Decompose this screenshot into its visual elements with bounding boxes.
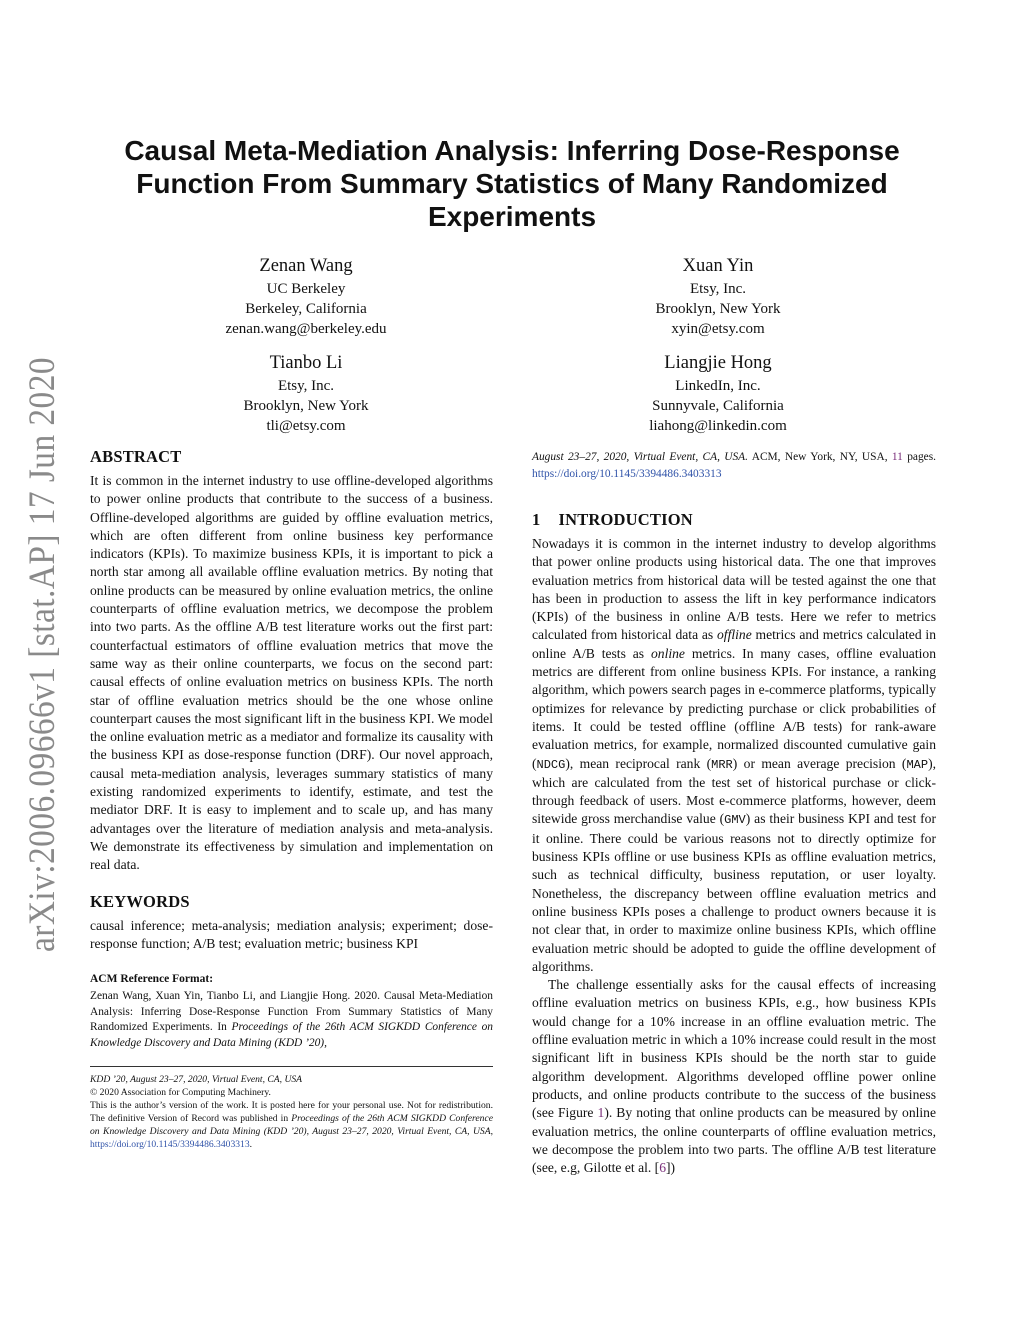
introduction-heading <box>532 509 936 531</box>
author-location: Berkeley, California <box>245 301 367 317</box>
footnote-doi-link[interactable]: https://doi.org/10.1145/3394486.3403313 <box>90 1138 250 1150</box>
author-block <box>568 254 868 339</box>
author-name: Liangjie Hong <box>664 353 772 373</box>
intro-paragraph-2 <box>532 976 936 1177</box>
abstract-text: It is common in the internet industry to use offline-developed algorithms to power online products that contribute to the success of a business. Offline-developed algorithms are guided by offline evaluation metrics, which are often different from online business key performance indicators (KPIs). To maximize business KPIs, it is important to pick a north star among all available offline evaluation metrics. By noting that online products can be measured by online evaluation metrics, the online counterparts of offline evaluation metrics, we decompose the problem into two parts. As the offline A/B test literature works out the first part: counterfactual estimators of offline evaluation metrics that move the same way as their online counterparts, we focus on the second part: causal effects of online evaluation metrics on business KPIs. The north star of offline evaluation metrics should be the one whose online counterpart causes the most significant lift in the business KPI. We model the online evaluation metric as a mediator and formalize its causality with the business KPI as dose-response function (DRF). Our novel approach, causal meta-mediation analysis, leverages summary statistics of many existing randomized experiments to identify, estimate, and test the mediator DRF. It is easy to implement and to scale up, and has many advantages over the literature of mediation analysis and meta-analysis. We demonstrate its effectiveness by simulation and implementation on real data. <box>90 473 493 873</box>
text-run: ) or mean average precision ( <box>732 755 907 771</box>
metric-code: NDCG <box>536 757 566 772</box>
footnote-copyright: © 2020 Association for Computing Machinery. <box>90 1086 271 1098</box>
author-email[interactable]: liahong@linkedin.com <box>649 418 787 434</box>
copyright-footnote <box>90 1073 493 1152</box>
acm-reference-pages-word: pages. <box>902 451 937 463</box>
text-run: ), mean reciprocal rank ( <box>565 755 712 771</box>
intro-paragraph-1 <box>532 535 936 976</box>
acm-reference-venue: Proceedings of the 26th ACM SIGKDD Conference on Knowledge Discovery and Data Mining (KDD ’20), <box>90 1021 493 1049</box>
arxiv-stamp-text: arXiv:2006.09666v1 [stat.AP] 17 Jun 2020 <box>22 355 63 952</box>
keywords-text: causal inference; meta-analysis; mediation analysis; experiment; dose-response function; A/B test; evaluation metric; business KPI <box>90 917 493 951</box>
section-number: 1 <box>532 510 541 529</box>
text-run: online <box>650 645 685 661</box>
text-run: ]) <box>666 1160 676 1176</box>
author-affiliation: UC Berkeley <box>266 281 346 297</box>
acm-reference-heading: ACM Reference Format: <box>90 973 214 986</box>
acm-reference-plain: Zenan Wang, Xuan Yin, Tianbo Li, and Liangjie Hong. 2020. Causal Meta-Mediation Analysis: Inferring Dose-Response Function From Summary Statistics of Many Randomized Experiments. In <box>90 990 493 1034</box>
author-name: Xuan Yin <box>682 256 754 276</box>
keywords-heading: KEYWORDS <box>90 891 190 911</box>
section-title: INTRODUCTION <box>558 510 693 529</box>
author-name: Zenan Wang <box>259 256 353 276</box>
text-run: metrics and metrics calculated in online A/B tests as <box>532 627 936 661</box>
acm-reference-continued <box>532 449 936 482</box>
acm-reference-publisher: ACM, New York, NY, USA, <box>748 451 892 463</box>
citation-link[interactable]: 6 <box>659 1160 666 1176</box>
author-location: Brooklyn, New York <box>243 398 369 414</box>
keywords-section <box>90 891 493 954</box>
abstract-heading: ABSTRACT <box>90 447 182 466</box>
figure-ref-link[interactable]: 1 <box>597 1105 605 1121</box>
text-run: Nowadays it is common in the internet industry to develop algorithms that power online products using historical data. The one that improves evaluation metrics from historical data will be tested against the one that has been in production to assess the lift in key performance indicators (KPIs) of the business in online A/B tests. Here we refer to metrics calculated from historical data as <box>532 536 936 643</box>
author-location: Sunnyvale, California <box>652 398 784 414</box>
paper-title: Causal Meta-Mediation Analysis: Inferring Dose-Response Function From Summary Statistics of Many Randomized Experiments <box>124 135 900 232</box>
acm-reference-dates: August 23–27, 2020, Virtual Event, CA, USA. <box>532 451 748 463</box>
footnote-venue: KDD ’20, August 23–27, 2020, Virtual Event, CA, USA <box>90 1073 303 1085</box>
author-block <box>156 254 456 339</box>
author-email[interactable]: xyin@etsy.com <box>671 321 765 337</box>
text-run: offline <box>717 627 752 643</box>
author-affiliation: Etsy, Inc. <box>689 281 747 297</box>
footnote-separator: , <box>490 1125 493 1137</box>
footnote-end: . <box>249 1138 253 1150</box>
text-run: metrics. In many cases, offline evaluation metrics are different from online business KPIs. For instance, a ranking algorithm, which powers search pages in e-commerce platforms, typically optimizes for relevance by predicting purchase or click probabilities of items. It could be tested offline (offline A/B tests) for rank-aware evaluation metrics, for example, normalized discounted cumulative gain ( <box>532 645 936 771</box>
acm-reference-doi-link[interactable]: https://doi.org/10.1145/3394486.3403313 <box>532 467 722 480</box>
left-column <box>90 446 493 1151</box>
acm-reference-pages[interactable]: 11 <box>891 451 903 463</box>
text-run: ), which are calculated from the test set of historical purchase or click-through feedback of users. Most e-commerce platforms, however, deem sitewide gross merchandise value ( <box>532 755 936 827</box>
metric-code: MRR <box>711 757 733 772</box>
author-email[interactable]: tli@etsy.com <box>266 418 346 434</box>
author-affiliation: LinkedIn, Inc. <box>675 378 761 394</box>
text-run: ) as their business KPI and test for it online. There could be various reasons not to directly optimize for business KPIs offline or use business KPIs as offline evaluation metrics, such as technical difficulty, business reputation, or user loyalty. Nonetheless, the discrepancy between offline evaluation metrics and online business KPIs poses a challenge to product owners because it is not clear that, in order to maximize online business KPIs, which offline evaluation metric should be adopted to guide the offline development of algorithms. <box>532 811 936 974</box>
arxiv-stamp <box>20 355 64 955</box>
author-affiliation: Etsy, Inc. <box>277 378 335 394</box>
footnote-notice: This is the author’s version of the work. It is posted here for your personal use. Not for redistribution. The definitive Version of Record was published in <box>90 1099 493 1124</box>
author-location: Brooklyn, New York <box>655 301 781 317</box>
author-block <box>156 351 456 436</box>
metric-code: GMV <box>724 813 746 828</box>
metric-code: MAP <box>906 757 929 772</box>
footnote-divider <box>90 1066 493 1067</box>
text-run: The challenge essentially asks for the causal effects of increasing offline evaluation metrics on business KPIs, e.g., how business KPIs would change for a 10% increase in an offline evaluation metric. The offline evaluation metric in which a 10% increase could result in the most significant lift in business KPIs should be the north star to guide algorithm development. Algorithms developed offline power online products, and online products contribute to the success of the business (see Figure <box>532 977 936 1121</box>
author-name: Tianbo Li <box>269 353 343 373</box>
text-run: ). By noting that online products can be measured by online evaluation metrics, the online counterparts of offline evaluation metrics, we decompose the problem into two parts. The offline A/B test literature (see, e.g, Gilotte et al. [ <box>532 1105 936 1176</box>
right-column <box>532 449 936 1177</box>
author-block <box>568 351 868 436</box>
footnote-proceedings: Proceedings of the 26th ACM SIGKDD Conference on Knowledge Discovery and Data Mining (KDD ’20), August 23–27, 2020, Virtual Event, CA, USA <box>90 1112 493 1137</box>
author-email[interactable]: zenan.wang@berkeley.edu <box>225 321 387 337</box>
acm-reference-text <box>90 989 493 1051</box>
